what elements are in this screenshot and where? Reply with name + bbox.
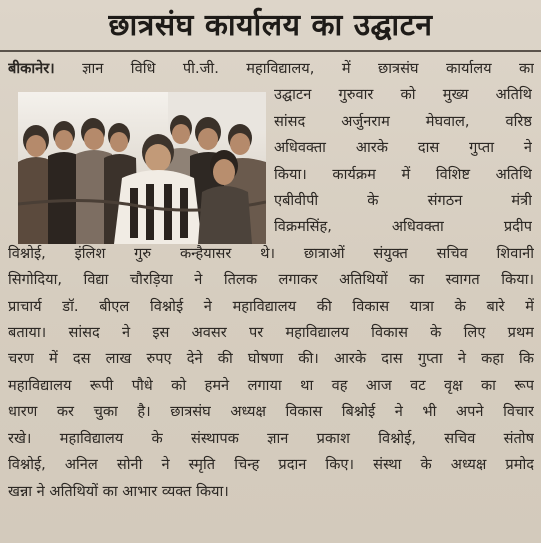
- headline: छात्रसंघ कार्यालय का उद्घाटन: [108, 8, 433, 43]
- article-line: बताया। सांसद ने इस अवसर पर महाविद्यालय विकास के लिए प्रथम: [8, 324, 534, 342]
- article-line: रखे। महाविद्यालय के संस्थापक ज्ञान प्रकाश विश्नोई, सचिव संतोष: [8, 429, 534, 447]
- article-body: [8, 56, 534, 505]
- article-line: एबीवीपी के संगठन मंत्री: [274, 192, 532, 210]
- article-line: खन्ना ने अतिथियों का आभार व्यक्त किया।: [8, 482, 229, 500]
- article-line: सांसद अर्जुनराम मेघवाल, वरिष्ठ: [274, 112, 532, 130]
- article-line: बीकानेर। ज्ञान विधि पी.जी. महाविद्यालय, में छात्रसंघ कार्यालय का: [8, 60, 534, 77]
- article-line: महाविद्यालय रूपी पौधे को हमने लगाया था वह आज वट वृक्ष का रूप: [8, 376, 534, 394]
- article-line: विश्नोई, अनिल सोनी ने स्मृति चिन्ह प्रदान किए। संस्था के अध्यक्ष प्रमोद: [8, 456, 534, 474]
- article-line: प्राचार्य डॉ. बीएल विश्नोई ने महाविद्यालय की विकास यात्रा के बारे में: [8, 297, 534, 315]
- headline-rule: [0, 50, 541, 52]
- article-line: विक्रमसिंह, अधिवक्ता प्रदीप: [274, 218, 532, 236]
- article-line: सिगोदिया, विद्या चौरड़िया ने तिलक लगाकर अतिथियों का स्वागत किया।: [8, 271, 534, 289]
- article-line: अधिवक्ता आरके दास गुप्ता ने: [274, 139, 532, 157]
- article-line: किया। कार्यक्रम में विशिष्ट अतिथि: [274, 165, 532, 183]
- article-line: विश्नोई, इंलिश गुरु कन्हैयासर थे। छात्राओं संयुक्त सचिव शिवानी: [8, 244, 534, 262]
- article-line: धारण कर चुका है। छात्रसंघ अध्यक्ष विकास बिश्नोई ने भी अपने विचार: [8, 403, 534, 421]
- article-line: चरण में दस लाख रुपए देने की घोषणा की। आरके दास गुप्ता ने कहा कि: [8, 350, 534, 368]
- article-line: उद्घाटन गुरुवार को मुख्य अतिथि: [274, 86, 532, 104]
- dateline: बीकानेर।: [8, 60, 55, 77]
